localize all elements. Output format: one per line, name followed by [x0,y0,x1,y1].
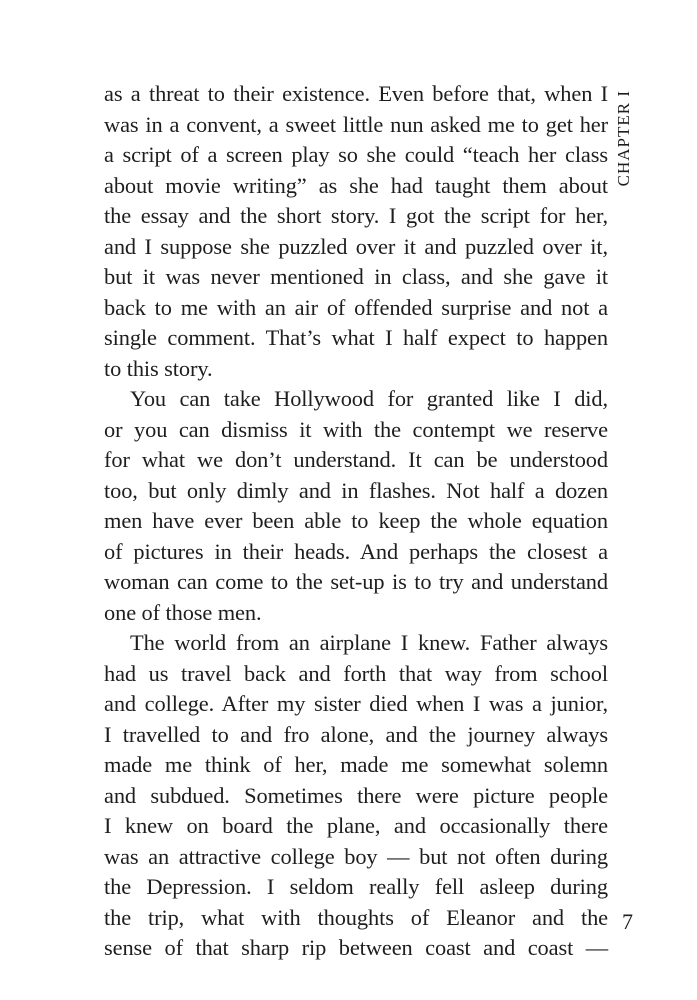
text-line: was an attractive college boy — but not often during [104,843,608,869]
text-line: and college. After my sister died when I was a junior, [104,691,608,716]
text-line: had us travel back and forth that way from school [104,660,608,686]
text-line: about movie writing” as she had taught them about [104,172,608,198]
text-line: or you can dismiss it with the contempt we reserve [104,416,608,442]
text-line: but it was never mentioned in class, and she gave it [104,264,608,289]
text-line: the trip, what with thoughts of Eleanor and the [104,904,608,930]
text-line: was in a convent, a sweet little nun asked me to get her [104,111,608,137]
text-line: I knew on board the plane, and occasionally there [104,813,608,838]
text-line: the Depression. I seldom really fell asleep during [104,874,608,899]
text-line: one of those men. [104,599,262,625]
text-line: the essay and the short story. I got the script for her, [104,203,608,228]
text-line: I travelled to and fro alone, and the journey always [104,721,608,747]
page-number: 7 [622,909,633,934]
text-line: The world from an airplane I knew. Father always [130,630,608,655]
text-line: back to me with an air of offended surprise and not a [104,294,608,320]
text-line: You can take Hollywood for granted like I did, [130,386,608,411]
text-line: single comment. That’s what I half expect to happen [104,325,608,350]
text-line: made me think of her, made me somewhat solemn [104,752,608,777]
text-line: men have ever been able to keep the whole equation [104,508,608,533]
running-head [608,79,638,197]
text-line: as a threat to their existence. Even before that, when I [104,81,608,106]
text-line: for what we don’t understand. It can be understood [104,447,608,472]
text-line: a script of a screen play so she could “teach her class [104,142,608,167]
text-line: to this story. [104,355,213,381]
text-line: too, but only dimly and in flashes. Not half a dozen [104,477,608,503]
running-head-text: CHAPTER I [613,89,633,187]
text-line: and I suppose she puzzled over it and puzzled over it, [104,233,608,259]
text-line: and subdued. Sometimes there were picture people [104,782,608,808]
text-line: of pictures in their heads. And perhaps the closest a [104,538,608,564]
text-line: woman can come to the set-up is to try and understand [104,569,608,594]
text-line: sense of that sharp rip between coast and coast — [104,935,608,960]
body-text [104,79,608,964]
